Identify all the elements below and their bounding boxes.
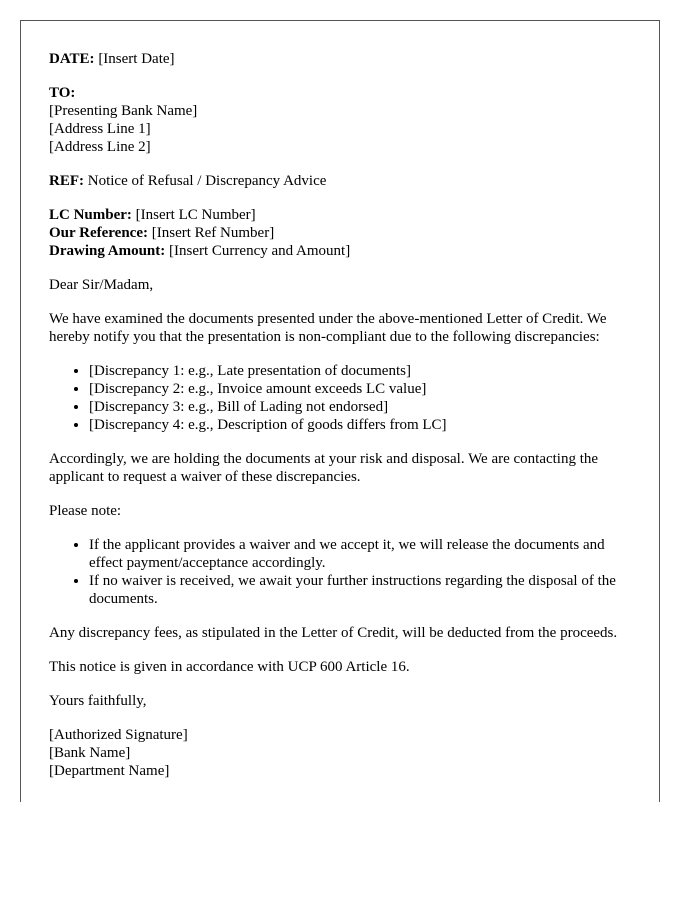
letter-body (49, 50, 634, 796)
authorized-signature: [Authorized Signature] (49, 727, 188, 743)
closing: Yours faithfully, (49, 693, 147, 709)
lc-number-value: [Insert LC Number] (131, 207, 256, 223)
ref-line (49, 172, 634, 190)
note-item: • If no waiver is received, we await your further instructions regarding the disposal of the documents. (89, 572, 634, 608)
drawing-amount-value: [Insert Currency and Amount] (165, 243, 351, 259)
holding-paragraph: Accordingly, we are holding the documents at your risk and disposal. We are contacting the applicant to request a waiver of these discrepancies. (49, 451, 599, 485)
lc-details-block (49, 206, 634, 260)
salutation: Dear Sir/Madam, (49, 277, 154, 293)
our-reference-label: Our Reference: (49, 225, 148, 241)
ref-value: Notice of Refusal / Discrepancy Advice (84, 173, 327, 189)
discrepancy-item: • [Discrepancy 1: e.g., Late presentation of documents] (89, 362, 634, 380)
note-list (49, 536, 634, 608)
note-intro: Please note: (49, 503, 122, 519)
lc-number-label: LC Number: (49, 207, 132, 223)
discrepancy-item: • [Discrepancy 4: e.g., Description of goods differs from LC] (89, 416, 634, 434)
to-label: TO: (49, 85, 76, 101)
recipient-address-line-2: [Address Line 2] (49, 139, 151, 155)
discrepancy-list (49, 362, 634, 434)
discrepancy-item: • [Discrepancy 2: e.g., Invoice amount exceeds LC value] (89, 380, 634, 398)
recipient-bank-name: [Presenting Bank Name] (49, 103, 198, 119)
date-label: DATE: (49, 51, 95, 67)
our-reference-value: [Insert Ref Number] (148, 225, 275, 241)
signature-block (49, 726, 634, 780)
signature-department-name: [Department Name] (49, 763, 170, 779)
ucp-paragraph: This notice is given in accordance with UCP 600 Article 16. (49, 659, 410, 675)
fees-paragraph: Any discrepancy fees, as stipulated in the Letter of Credit, will be deducted from the proceeds. (49, 625, 618, 641)
drawing-amount-label: Drawing Amount: (49, 243, 166, 259)
recipient-block (49, 84, 634, 156)
note-item: • If the applicant provides a waiver and we accept it, we will release the documents and effect payment/acceptance accordingly. (89, 536, 634, 572)
signature-bank-name: [Bank Name] (49, 745, 131, 761)
drawing-amount-line (49, 242, 634, 260)
lc-number-line (49, 206, 634, 224)
discrepancy-item: • [Discrepancy 3: e.g., Bill of Lading not endorsed] (89, 398, 634, 416)
ref-label: REF: (49, 173, 84, 189)
intro-paragraph: We have examined the documents presented under the above-mentioned Letter of Credit. We hereby notify you that the presentation is non-compliant due to the following discrepancies: (49, 311, 607, 345)
our-reference-line (49, 224, 634, 242)
date-line (49, 50, 634, 68)
recipient-address-line-1: [Address Line 1] (49, 121, 151, 137)
letter-page (20, 20, 660, 802)
date-value: [Insert Date] (94, 51, 175, 67)
